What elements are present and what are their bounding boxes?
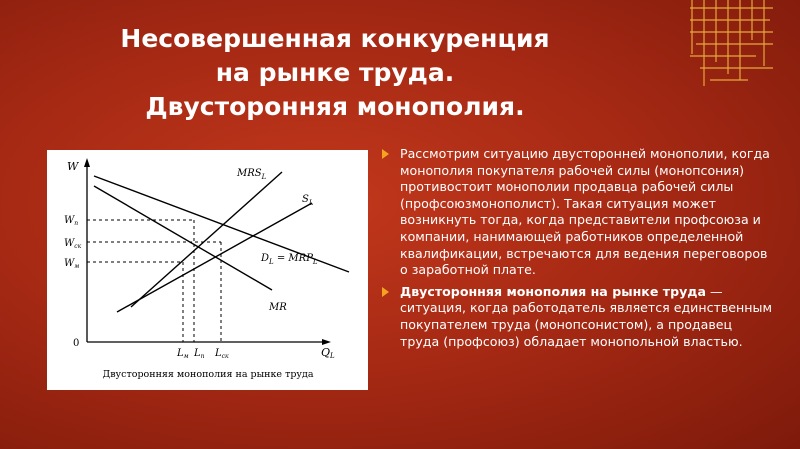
mr-label: MR: [269, 302, 287, 313]
mrs-curve: [131, 172, 282, 307]
paragraph-2: [382, 284, 774, 350]
d-mrp-label: $D_L = MRP_L$: [261, 253, 318, 266]
s-label: $S_L$: [302, 194, 314, 207]
x-axis-arrow: [322, 339, 331, 345]
diagram-caption: Двусторонняя монополия на рынке труда: [102, 369, 314, 380]
origin-label: 0: [73, 338, 80, 349]
title-line-1: Несовершенная конкуренция: [120, 24, 550, 53]
paragraph-2-term: Двусторонняя монополия на рынке труда: [400, 283, 706, 299]
title-line-3: Двусторонняя монополия.: [145, 92, 525, 121]
title-line-2: на рынке труда.: [215, 58, 455, 87]
wp-label: $W_п$: [64, 215, 79, 227]
lp-label: $L_п$: [194, 348, 205, 360]
mrs-label: $MRS_L$: [237, 168, 267, 181]
y-axis-arrow: [84, 158, 90, 167]
body-text: [382, 146, 774, 355]
slide-title: [40, 22, 630, 124]
paragraph-2-text: — ситуация, когда работодатель является единственным покупателем труда (монопсонистом), а продавец труда (профсоюз) обладает монопольной властью.: [400, 283, 772, 349]
decorative-lines: [690, 0, 773, 86]
bilateral-monopoly-diagram: [47, 150, 368, 390]
x-axis-label: QL: [321, 346, 335, 360]
wm-label: $W_м$: [64, 258, 80, 270]
paragraph-1: [382, 146, 774, 279]
bullet-arrow-icon: [382, 287, 389, 297]
y-axis-label: W: [67, 160, 79, 173]
bullet-arrow-icon: [382, 149, 389, 159]
diagram-svg: [47, 150, 368, 390]
lsk-label: $L_{ск}$: [215, 348, 229, 360]
paragraph-1-text: Рассмотрим ситуацию двусторонней монополии, когда монополия покупателя рабочей силы (монопсония) противостоит монополии продавца рабочей силы (профсоюзмонополист). Такая ситуация может возникнуть тогда, когда представители профсоюза и компании, нанимающей работников определенной квалификации, встречаются для ведения переговоров о заработной плате.: [400, 146, 770, 278]
wsk-label: $W_{ск}$: [64, 238, 82, 250]
lm-label: $L_м$: [177, 348, 189, 360]
